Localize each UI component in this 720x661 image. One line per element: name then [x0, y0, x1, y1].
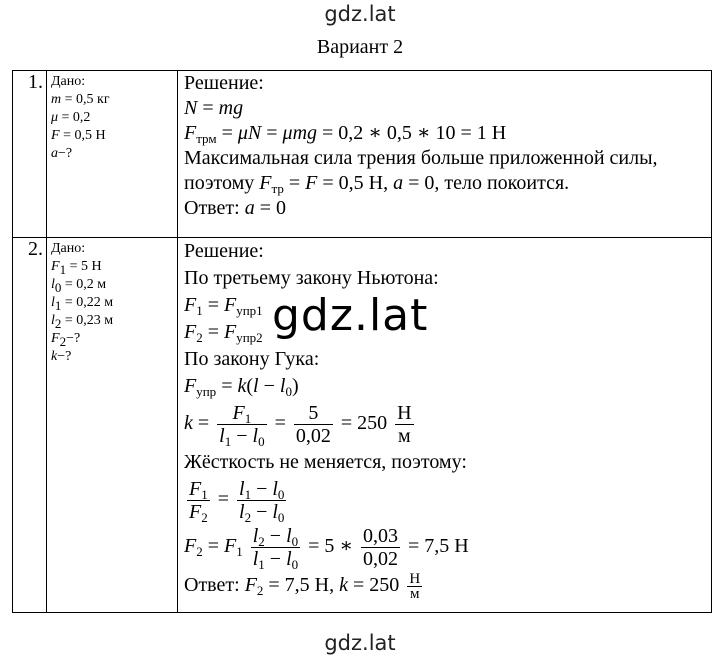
given-item: $l_1 = 0,22$ м [51, 295, 114, 313]
solution-label: Решение: [184, 72, 264, 94]
given-item: k−? [51, 349, 72, 364]
solution-line: $F_2 = F_{упр2}$ [184, 321, 263, 345]
solution-block [178, 71, 712, 238]
given-block [47, 238, 178, 613]
solution-line: По закону Гука: [184, 348, 320, 370]
fraction: $\frac{l_2 - l_0}{l_1 - l_0}$ [252, 525, 299, 572]
fraction: $\frac{0,03}{0,02}$ [363, 525, 398, 570]
solution-table [12, 70, 712, 613]
given-item: $l_0 = 0,2$ м [51, 277, 107, 295]
solution-line: По третьему закону Ньютона: [184, 267, 439, 289]
fraction: $\frac{Н}{м}$ [397, 402, 412, 447]
fraction: $\frac{l_1 - l_0}{l_2 - l_0}$ [239, 478, 285, 525]
answer-line: Ответ: a = 0 [184, 197, 286, 219]
solution-line: Максимальная сила трения больше приложенной силы, [184, 147, 658, 169]
solution-label: Решение: [184, 240, 264, 262]
watermark-center: gdz.lat [272, 290, 429, 341]
fraction: $\frac{F_1}{F_2}$ [189, 478, 208, 525]
given-item: $F_1 = 5$ Н [51, 259, 102, 277]
problem-number: 2. [13, 238, 47, 613]
answer-line: Ответ: $F_2 = 7,5$ Н, k = 250 $\frac{Н}{м}$ [184, 571, 421, 602]
given-item: a−? [51, 146, 73, 161]
solution-line: $F_{трм} = \mu N = \mu mg = 0,2$ ∗ 0,5 ∗ 10 = 1 Н [184, 122, 507, 146]
given-block [47, 71, 178, 238]
given-item: F = 0,5 Н [51, 128, 106, 143]
given-label: Дано: [51, 241, 86, 256]
solution-line: $F_2 = F_1$ $\frac{l_2 - l_0}{l_1 - l_0}$ = 5 ∗ $\frac{0,03}{0,02}$ = 7,5 Н [184, 525, 469, 572]
given-label: Дано: [51, 74, 86, 89]
problem-number: 1. [13, 71, 47, 238]
fraction: $\frac{F_1}{l_1 - l_0}$ [219, 402, 265, 449]
given-item: $l_2 = 0,23$ м [51, 313, 114, 331]
solution-line: k = $\frac{F_1}{l_1 - l_0}$ = $\frac{5}{0,02}$ = 250 $\frac{Н}{м}$ [184, 402, 412, 449]
watermark-top: gdz.lat [324, 2, 396, 26]
solution-line: N = mg [184, 97, 244, 119]
given-item: $F_2-$? [51, 331, 81, 349]
solution-line: $F_1 = F_{упр1}$ [184, 294, 263, 318]
given-item: m = 0,5 кг [51, 92, 110, 107]
table-row [13, 238, 712, 613]
fraction: $\frac{5}{0,02}$ [295, 402, 331, 447]
given-item: μ = 0,2 [51, 110, 91, 125]
solution-line: $F_{упр} = k(l - l_0)$ [184, 375, 299, 399]
watermark-bottom: gdz.lat [324, 631, 396, 655]
solution-block [178, 238, 712, 613]
fraction: $\frac{Н}{м}$ [409, 571, 421, 602]
solution-line: Жёсткость не меняется, поэтому: [184, 451, 467, 473]
variant-title: Вариант 2 [316, 36, 404, 58]
solution-line: поэтому $F_{тр} = F = 0,5$ Н, a = 0, тело покоится. [184, 172, 570, 196]
solution-line: $\frac{F_1}{F_2}$ = $\frac{l_1 - l_0}{l_2 - l_0}$ [189, 478, 285, 525]
table-row [13, 71, 712, 238]
